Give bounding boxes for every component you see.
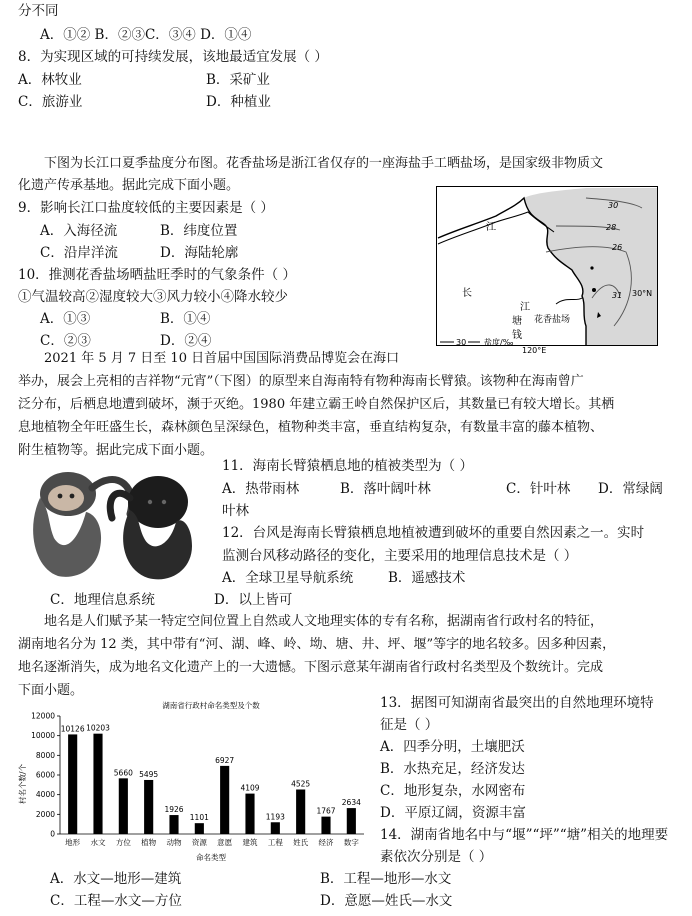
chart-data-label: 1193 [265,812,285,822]
map-lat-label: 30°N [632,289,653,298]
chart-bar [347,808,356,834]
chart-data-label: 5495 [139,769,159,779]
q9-option-a[interactable]: A．入海径流 [40,223,118,239]
chart-category-label: 建筑 [242,838,258,847]
q12-stem-line2: 监测台风移动路径的变化，主要采用的地理信息技术是（ ） [222,548,578,564]
map-contour-label-28: 28 [606,223,617,232]
chart-category-label: 意愿 [217,838,233,847]
q11-stem: 11．海南长臂猿栖息地的植被类型为（ ） [222,458,473,474]
chart-bar [296,790,305,834]
map-label-qian: 钱 [512,330,522,341]
chart-category-label: 方位 [115,838,131,847]
chart-data-label: 4525 [291,779,311,789]
q13-option-c[interactable]: C．地形复杂，水网密布 [380,783,526,799]
q7-stem-tail: 分不同 [18,3,59,19]
q8-option-b[interactable]: B．采矿业 [206,72,270,88]
island-dot [592,288,596,292]
passage2-line3: 泛分布，后栖息地遭到破坏，濒于灭绝。1980 年建立霸王岭自然保护区后，其数量已有较大增长。其栖 [18,397,615,412]
chart-y-axis-label: 村名个数/个 [18,763,27,805]
chart-data-label: 5660 [113,768,133,778]
chart-y-tick-label: 12000 [31,711,55,721]
chart-bar [195,823,204,834]
chart-category-label: 经济 [318,838,334,847]
q11-option-c[interactable]: C．针叶林 [506,481,571,497]
salinity-map [436,186,658,354]
q9-option-c[interactable]: C．沿岸洋流 [40,245,118,261]
q8-stem: 8．为实现区域的可持续发展，该地最适宜发展（ ） [18,49,328,65]
chart-data-label: 6927 [215,755,235,765]
chart-y-tick-label: 0 [50,829,55,839]
passage1-line1: 下图为长江口夏季盐度分布图。花香盐场是浙江省仅存的一座海盐手工晒盐场，是国家级非物质文 [44,156,604,171]
q9-stem: 9．影响长江口盐度较低的主要因素是（ ） [18,200,274,216]
chart-bar [321,817,330,834]
chart-category-label: 动物 [166,838,182,847]
chart-y-tick-label: 4000 [35,790,55,800]
village-name-bar-chart [16,698,366,864]
chart-bar [93,734,102,834]
passage3-line1: 地名是人们赋予某一特定空间位置上自然或人文地理实体的专有名称，据湖南省行政村名的特征， [44,614,604,629]
q13-option-a[interactable]: A．四季分明，土壤肥沃 [380,739,525,755]
legend-label: 盐度/‰ [484,338,514,347]
mascot-image [20,458,210,584]
chart-category-label: 数字 [343,838,359,847]
chart-category-label: 植物 [141,838,157,847]
q11-option-a[interactable]: A．热带雨林 [222,481,300,497]
q12-option-c[interactable]: C．地理信息系统 [50,592,155,608]
chart-category-label: 工程 [267,838,283,847]
chart-bar [144,780,153,834]
q9-option-b[interactable]: B．纬度位置 [160,223,238,239]
passage1-line2: 化遗产传承基地。据此完成下面小题。 [18,178,240,193]
chart-category-label: 地形 [65,838,81,847]
chart-bar [245,794,254,834]
chart-x-axis-label: 命名类型 [196,853,226,862]
q14-option-d[interactable]: D．意愿—姓氏—水文 [320,893,453,909]
map-contour-label-30: 30 [608,201,619,210]
passage2-line2: 举办，展会上亮相的吉祥物“元宵”（下图）的原型来自海南特有物种海南长臂猿。该物种在海南曾广 [18,374,584,389]
map-label-jiang: 江 [486,222,496,233]
map-lon-label: 120°E [522,346,547,354]
chart-data-label: 10126 [60,724,85,734]
q12-option-d[interactable]: D．以上皆可 [214,592,293,608]
q14-stem-line2: 素依次分别是（ ） [380,849,493,865]
q13-option-b[interactable]: B．水热充足，经济发达 [380,761,525,777]
chart-category-label: 姓氏 [293,838,309,847]
q10-option-c[interactable]: C．②③ [40,333,91,349]
map-contour-label-31: 31 [612,291,623,300]
passage3-line3: 地名逐渐消失，成为地名文化遗产上的一大遗憾。下图示意某年湖南省行政村名类型及个数统计。完成 [18,660,604,675]
q8-option-d[interactable]: D．种植业 [206,94,271,110]
map-contour-label-26: 26 [612,243,623,252]
chart-bar [68,734,77,834]
chart-bar [119,778,128,834]
q14-option-c[interactable]: C．工程—水文—方位 [50,893,182,909]
q14-stem-line1: 14．湖南省地名中与“堰”“坪”“塘”相关的地理要 [380,827,669,843]
chart-bar [169,815,178,834]
q11-option-b[interactable]: B．落叶阔叶林 [340,481,431,497]
chart-title: 湖南省行政村命名类型及个数 [162,701,260,710]
q11-option-d-cont: 叶林 [222,503,249,519]
q12-option-b[interactable]: B．遥感技术 [388,570,466,586]
chart-data-label: 10203 [86,723,110,733]
q11-option-d[interactable]: D．常绿阔 [598,481,663,497]
map-label-saltfield: 花香盐场 [534,315,571,325]
passage3-line2: 湖南地名分为 12 类，其中带有“河、湖、峰、岭、坳、塘、井、坪、堰”等字的地名较多。因多种因素， [18,637,616,652]
chart-category-label: 水文 [90,838,106,847]
chart-y-tick-label: 8000 [35,750,55,760]
chart-data-label: 4109 [240,783,260,793]
q12-option-a[interactable]: A．全球卫星导航系统 [222,570,354,586]
q13-stem-line2: 征是（ ） [380,717,439,733]
q10-conditions: ①气温较高②湿度较大③风力较小④降水较少 [18,289,288,305]
chart-data-label: 1101 [189,813,209,823]
legend-value: 30 [456,338,467,347]
chart-y-tick-label: 2000 [35,809,55,819]
chart-category-label: 资源 [191,838,207,847]
chart-data-label: 1926 [164,805,184,815]
q8-option-c[interactable]: C．旅游业 [18,94,83,110]
map-label-jiang2: 江 [520,302,530,313]
q8-option-a[interactable]: A．林牧业 [18,72,82,88]
q9-option-d[interactable]: D．海陆轮廓 [160,245,239,261]
q14-option-b[interactable]: B．工程—地形—水文 [320,871,452,887]
chart-y-tick-label: 10000 [31,731,55,741]
q10-option-a[interactable]: A．①③ [40,311,91,327]
q10-option-b[interactable]: B．①④ [160,311,211,327]
chart-data-label: 2634 [341,798,361,808]
passage2-line4: 息地植物全年旺盛生长，森林颜色呈深绿色，植物种类丰富，垂直结构复杂，有数量丰富的藤本植物、 [18,420,604,435]
mascot-left-face [48,485,84,511]
q13-option-d[interactable]: D．平原辽阔，资源丰富 [380,805,526,821]
q10-option-d[interactable]: D．②④ [160,333,212,349]
chart-y-tick-label: 6000 [35,770,55,780]
q7-options: A．①② B．②③C．③④ D．①④ [40,27,252,43]
passage2-line5: 附生植物等。据此完成下面小题。 [18,443,214,458]
passage2-line1: 2021 年 5 月 7 日至 10 日首届中国国际消费品博览会在海口 [44,351,400,366]
chart-data-label: 1767 [316,806,336,816]
passage3-line4: 下面小题。 [18,683,84,698]
island-dot [590,266,593,269]
q14-option-a[interactable]: A．水文—地形—建筑 [50,871,182,887]
q12-stem-line1: 12．台风是海南长臂猿栖息地植被遭到破坏的重要自然因素之一。实时 [222,525,645,541]
q13-stem-line1: 13．据图可知湖南省最突出的自然地理环境特 [380,695,654,711]
chart-bar [220,766,229,834]
q10-stem: 10．推测花香盐场晒盐旺季时的气象条件（ ） [18,267,296,283]
map-label-tang: 塘 [512,316,522,327]
map-label-chang: 长 [462,288,472,299]
chart-bar [271,822,280,834]
